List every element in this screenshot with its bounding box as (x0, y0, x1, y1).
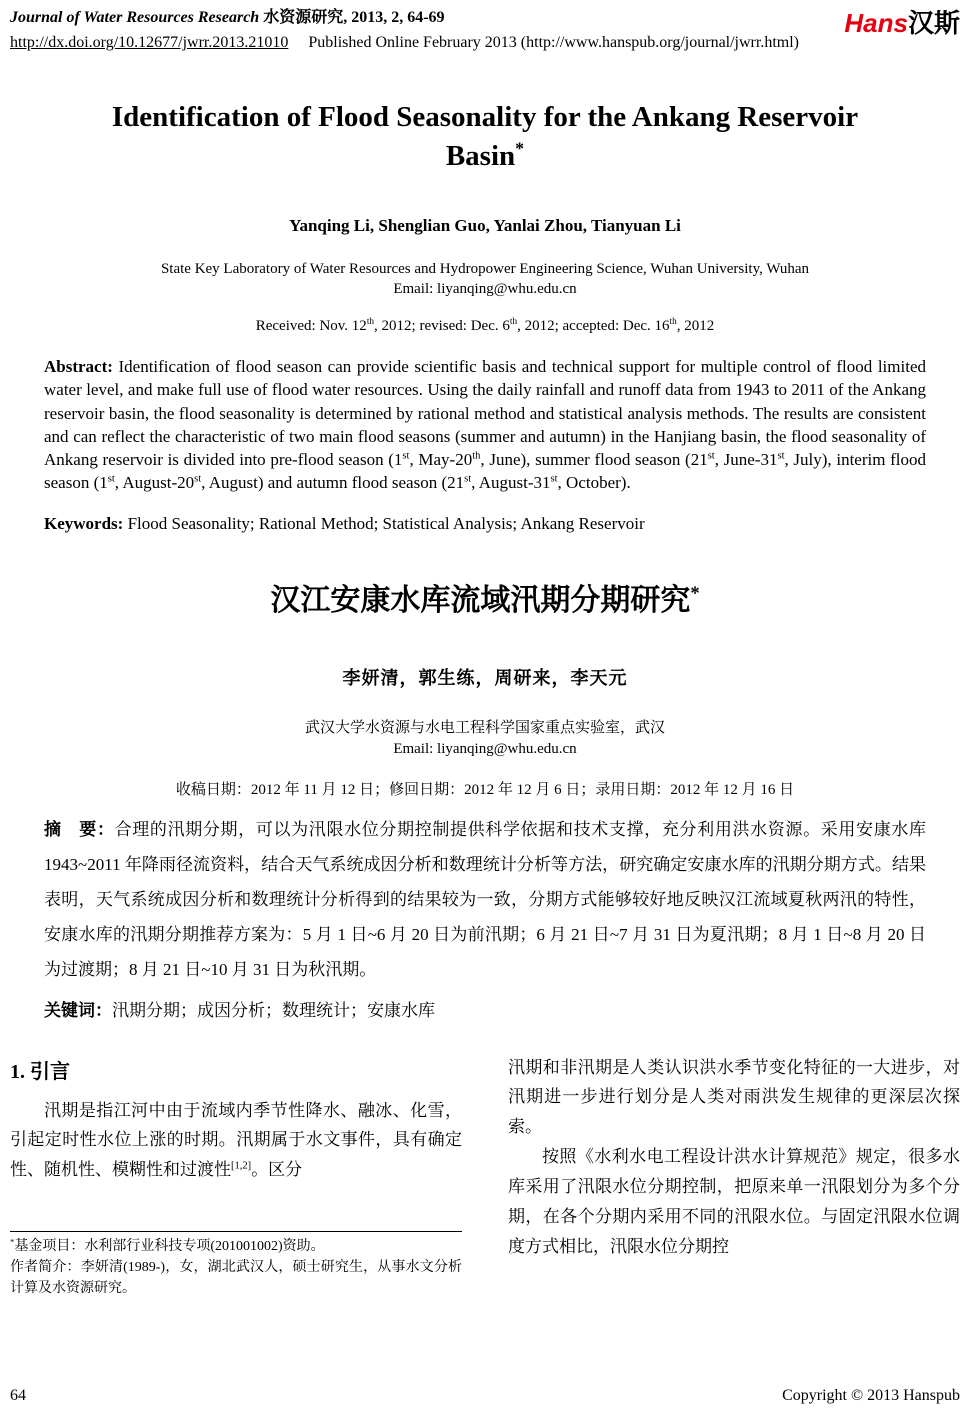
affiliation-cn: 武汉大学水资源与水电工程科学国家重点实验室，武汉 (304, 720, 665, 737)
doi-link[interactable]: http://dx.doi.org/10.12677/jwrr.2013.21010 (10, 33, 289, 51)
abstract-cn: 摘 要：合理的汛期分期，可以为汛限水位分期控制提供科学依据和技术支撑，充分利用洪水资源。采用安康水库 1943~2011 年降雨径流资料，结合天气系统成因分析和数理统计分析等方法，研究确定安康水库的汛期分期方式。结果表明，天气系统成因分析和数理统计分析得到的结果较为一致，分期方式能够较好地反映汉江流域夏秋两汛的特性，安康水库的汛期分期推荐方案为：5 月 1 日~6 月 20 日为前汛期；6 月 21 日~7 月 31 日为夏汛期；8 月 1 日~8 月 20 日为过渡期；8 月 21 日~10 月 31 日为秋汛期。 (44, 820, 927, 979)
right-paragraph-2: 按照《水利水电工程设计洪水计算规范》规定，很多水库采用了汛限水位分期控制，把原来单一汛限划分为多个分期，在各个分期内采用不同的汛限水位。与固定汛限水位调度方式相比，汛限水位分期控 (508, 1147, 960, 1256)
journal-title-line: Journal of Water Resources Research 水资源研究, 2013, 2, 64-69 (10, 9, 445, 26)
authors-en: Yanqing Li, Shenglian Guo, Yanlai Zhou, Tianyuan Li (289, 215, 681, 235)
section-heading-introduction: 1. 引言 (10, 1060, 70, 1083)
article-title-cn: 汉江安康水库流域汛期分期研究* (270, 583, 700, 618)
published-online-text: Published Online February 2013 (http://www.hanspub.org/journal/jwrr.html) (308, 33, 799, 51)
footnote-block (10, 1231, 462, 1299)
authors-cn: 李妍清，郭生练，周研来，李天元 (342, 668, 628, 689)
page-footer (10, 1387, 960, 1405)
journal-header-text (10, 8, 799, 54)
email-en: Email: liyanqing@whu.edu.cn (393, 281, 577, 298)
footnote-funding: *基金项目：水利部行业科技专项(201001002)资助。 (10, 1235, 325, 1254)
body-columns (10, 1053, 960, 1299)
keywords-cn: 关键词：汛期分期；成因分析；数理统计；安康水库 (44, 1001, 435, 1021)
journal-header (10, 8, 960, 54)
received-dates-en: Received: Nov. 12th, 2012; revised: Dec. 6th, 2012; accepted: Dec. 16th, 2012 (255, 317, 715, 335)
keywords-en: Keywords: Flood Seasonality; Rational Method; Statistical Analysis; Ankang Reservoir (44, 514, 645, 534)
email-cn: Email: liyanqing@whu.edu.cn (393, 741, 577, 758)
footnote-author-bio: 作者简介：李妍清(1989-)，女，湖北武汉人，硕士研究生，从事水文分析计算及水资源研究。 (10, 1259, 462, 1296)
copyright-text: Copyright © 2013 Hanspub (782, 1387, 960, 1404)
article-title-en: Identification of Flood Seasonality for the Ankang Reservoir Basin* (111, 100, 859, 172)
received-dates-cn: 收稿日期：2012 年 11 月 12 日；修回日期：2012 年 12 月 6 日；录用日期：2012 年 12 月 16 日 (175, 782, 795, 799)
page-number: 64 (10, 1387, 26, 1404)
intro-paragraph: 汛期是指江河中由于流域内季节性降水、融冰、化雪，引起定时性水位上涨的时期。汛期属于水文事件，具有确定性、随机性、模糊性和过渡性[1,2]。区分 (10, 1100, 462, 1180)
hanspub-logo (844, 10, 960, 36)
left-column (10, 1053, 462, 1299)
footnote-divider (10, 1231, 462, 1232)
hanspub-logo-hans: Hans (844, 8, 908, 38)
abstract-en: Abstract: Identification of flood season can provide scientific basis and technical support for multiple control of flood limited water level, and make full use of flood water resources. Using the daily rainfall and runoff data from 1943 to 2011 of the Ankang reservoir basin, the flood seasonality is determined by rational method and statistical analysis methods. The results are consistent and can reflect the characteristic of two main flood seasons (summer and autumn) in the Hanjiang basin, the flood seasonality of Ankang reservoir is divided into pre-flood season (1st, May-20th, June), summer flood season (21st, June-31st, July), interim flood season (1st, August-20st, August) and autumn flood season (21st, August-31st, October). (44, 357, 927, 492)
affiliation-en: State Key Laboratory of Water Resources and Hydropower Engineering Science, Wuhan University, Wuhan (160, 260, 810, 277)
right-column (508, 1053, 960, 1299)
right-paragraph-1: 汛期和非汛期是人类认识洪水季节变化特征的一大进步，对汛期进一步进行划分是人类对雨洪发生规律的更深层次探索。 (508, 1057, 960, 1137)
doi-line (10, 33, 799, 54)
hanspub-logo-cn: 汉斯 (907, 8, 960, 38)
